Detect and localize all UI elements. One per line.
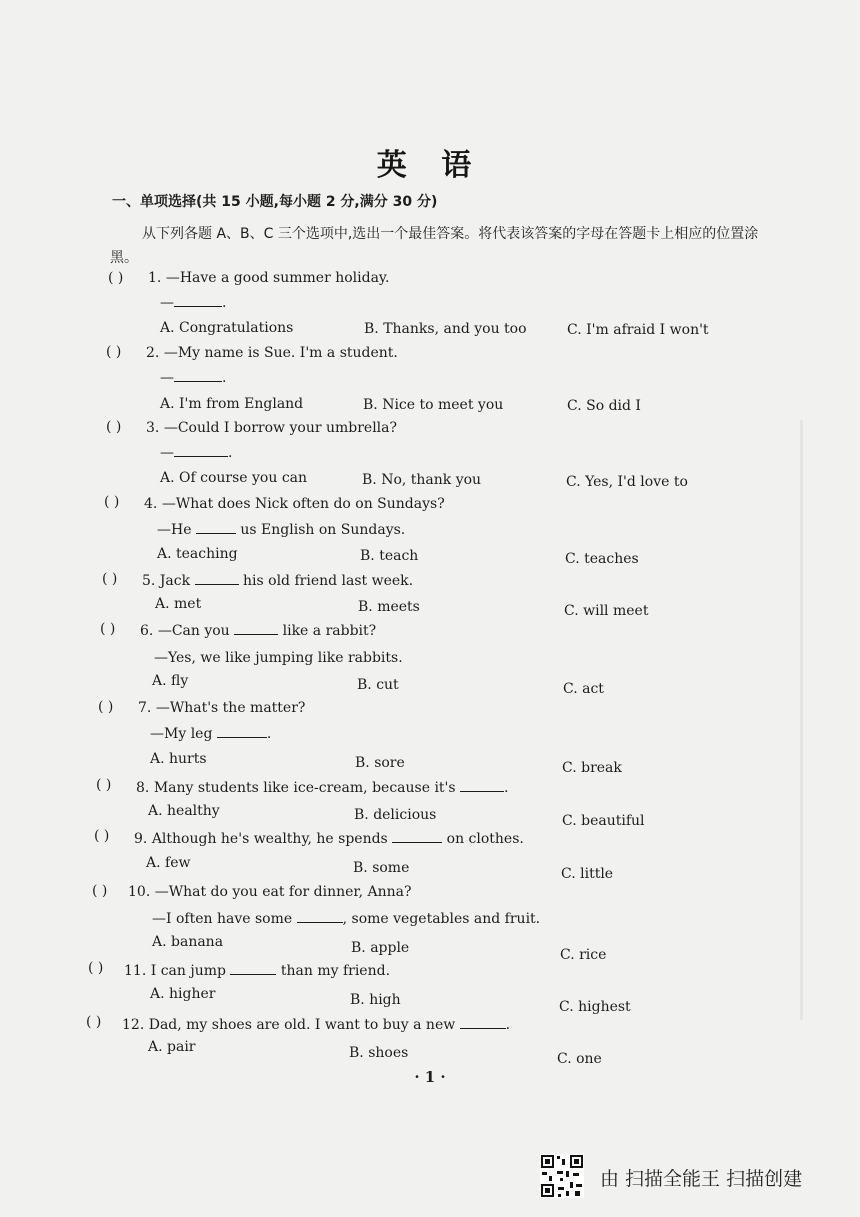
- question-number: 1.: [148, 270, 162, 286]
- option-c: C. break: [562, 760, 622, 776]
- sentence-start: —My leg: [150, 726, 213, 742]
- question-number: 8.: [136, 780, 150, 796]
- question-stem-end: than my friend.: [280, 963, 391, 979]
- answer-blank: [174, 294, 222, 307]
- sentence-end: us English on Sundays.: [240, 522, 406, 538]
- reply-dash: —: [160, 370, 174, 386]
- option-b: B. delicious: [354, 807, 437, 823]
- question-stem-end: on clothes.: [446, 831, 524, 847]
- option-c: C. act: [563, 681, 604, 697]
- option-a: A. pair: [148, 1039, 196, 1055]
- option-b: B. apple: [351, 940, 410, 956]
- question-stem: Although he's wealthy, he spends: [151, 831, 388, 847]
- option-c: C. I'm afraid I won't: [567, 322, 709, 338]
- question-stem: —Can you: [157, 623, 230, 639]
- option-c: C. little: [561, 866, 614, 882]
- answer-blank: [230, 962, 276, 975]
- answer-paren: ( ): [106, 419, 122, 435]
- option-a: A. higher: [150, 986, 216, 1002]
- question-stem: Many students like ice-cream, because it's: [153, 780, 456, 796]
- option-c: C. So did I: [567, 398, 641, 414]
- option-a: A. teaching: [157, 546, 238, 562]
- page-number: · 1 ·: [414, 1068, 446, 1086]
- answer-blank: [174, 444, 228, 457]
- option-b: B. Nice to meet you: [363, 397, 504, 413]
- scan-edge-shadow: [800, 420, 803, 1020]
- question-stem: Jack: [159, 573, 191, 589]
- question-number: 9.: [134, 831, 148, 847]
- option-b: B. cut: [357, 677, 399, 693]
- option-c: C. will meet: [564, 603, 649, 619]
- option-b: B. meets: [358, 599, 420, 615]
- option-a: A. healthy: [148, 803, 220, 819]
- question-number: 4.: [144, 496, 158, 512]
- option-a: A. met: [155, 596, 202, 612]
- question-number: 11.: [124, 963, 147, 979]
- option-b: B. some: [353, 860, 410, 876]
- answer-paren: ( ): [86, 1014, 102, 1030]
- exam-page: 英 语 一、单项选择(共 15 小题,每小题 2 分,满分 30 分) 从下列各题 A、B、C 三个选项中,选出一个最佳答案。将代表该答案的字母在答题卡上相应的位置涂黑。 ( ) 1. —Have a good summer holiday. — . A. Congratulations B. Thanks, and you too C. I'm afraid I won't ( ) 2. —My name is Sue. I'm a student. — . A. I'm from England B. Nice to meet you C. So did I ( ) 3. —Could I borrow your umbrella? — . A. Of course you can B. No, thank you C. Yes, I'd love to ( ) 4. —What does Nick often do on Sundays? —He us English on Sundays. A. teaching B. teach C. teaches ( ) 5. Jack his old friend last week. A. met B. meets C. will meet ( ) 6. —Can you like a rabbit? —Yes, we like jumping like rabbits. A. fly B. cut C. act ( ) 7. —What's the matter? —My leg . A. hurts B. sore C. break ( ) 8. Many students like ice-cream, because it's . A. healthy B. delicious C. beautiful ( ) 9. Although he's wealthy, he spends on clothes. A. few B. some C. little ( ) 10. —What do you eat for dinner, Anna? —I often have some , some vegetables and fruit. A. banana B. apple C. rice ( ) 11. I can jump than my friend. A. higher B. high C. highest ( ) 12. Dad, my shoes are old. I want to buy a new . A. pair B. shoes C. one · 1 · 由 扫描全能王 扫描创建: [0, 0, 860, 1217]
- option-a: A. few: [146, 855, 191, 871]
- question-stem: Dad, my shoes are old. I want to buy a new: [148, 1017, 456, 1033]
- option-a: A. I'm from England: [160, 396, 304, 412]
- answer-paren: ( ): [92, 883, 108, 899]
- answer-paren: ( ): [108, 270, 124, 286]
- answer-blank: [392, 830, 442, 843]
- option-c: C. teaches: [565, 551, 639, 567]
- page-title: 英 语: [376, 148, 484, 183]
- sentence-end: .: [266, 726, 272, 742]
- question-stem: —My name is Sue. I'm a student.: [163, 345, 398, 361]
- answer-blank: [174, 369, 222, 382]
- question-stem: I can jump: [150, 963, 226, 979]
- answer-blank: [196, 521, 236, 534]
- answer-paren: ( ): [104, 494, 120, 510]
- scanner-label: 由 扫描全能王 扫描创建: [600, 1168, 803, 1190]
- option-b: B. teach: [360, 548, 419, 564]
- option-a: A. fly: [152, 673, 189, 689]
- answer-blank: [297, 910, 343, 923]
- answer-paren: ( ): [102, 571, 118, 587]
- answer-blank: [460, 1016, 506, 1029]
- option-b: B. Thanks, and you too: [364, 321, 527, 337]
- option-a: A. Of course you can: [160, 470, 308, 486]
- answer-paren: ( ): [94, 828, 110, 844]
- option-b: B. No, thank you: [362, 472, 482, 488]
- sentence-start: —I often have some: [152, 911, 293, 927]
- question-stem: —Could I borrow your umbrella?: [163, 420, 398, 436]
- answer-paren: ( ): [100, 621, 116, 637]
- answer-blank: [217, 725, 267, 738]
- option-c: C. rice: [560, 947, 607, 963]
- question-number: 12.: [122, 1017, 145, 1033]
- option-c: C. beautiful: [562, 813, 645, 829]
- answer-blank: [460, 779, 504, 792]
- answer-paren: ( ): [106, 344, 122, 360]
- question-stem-end: his old friend last week.: [243, 573, 414, 589]
- sentence-end: , some vegetables and fruit.: [342, 911, 541, 927]
- question-number: 7.: [138, 700, 152, 716]
- option-a: A. Congratulations: [160, 320, 294, 336]
- option-c: C. highest: [559, 999, 631, 1015]
- reply-line: —Yes, we like jumping like rabbits.: [154, 650, 403, 666]
- question-number: 5.: [142, 573, 156, 589]
- question-stem: —What does Nick often do on Sundays?: [161, 496, 445, 512]
- sentence-start: —He: [157, 522, 192, 538]
- question-stem: —Have a good summer holiday.: [165, 270, 390, 286]
- question-number: 10.: [128, 884, 151, 900]
- option-b: B. sore: [355, 755, 405, 771]
- answer-blank: [195, 572, 239, 585]
- reply-dash: —: [160, 445, 174, 461]
- answer-paren: ( ): [96, 777, 112, 793]
- option-a: A. hurts: [150, 751, 207, 767]
- answer-paren: ( ): [88, 960, 104, 976]
- scanner-watermark: [540, 1150, 850, 1200]
- reply-dash: —: [160, 295, 174, 311]
- question-stem-end: like a rabbit?: [282, 623, 377, 639]
- qr-code-icon: [540, 1154, 584, 1198]
- option-c: C. one: [557, 1051, 602, 1067]
- answer-paren: ( ): [98, 699, 114, 715]
- instructions: 从下列各题 A、B、C 三个选项中,选出一个最佳答案。将代表该答案的字母在答题卡上相应的位置涂黑。: [110, 226, 759, 266]
- question-stem-end: .: [504, 780, 509, 796]
- option-b: B. high: [350, 992, 401, 1008]
- answer-blank: [234, 622, 278, 635]
- option-c: C. Yes, I'd love to: [566, 474, 688, 490]
- question-stem-end: .: [505, 1017, 511, 1033]
- option-a: A. banana: [152, 934, 224, 950]
- question-number: 3.: [146, 420, 160, 436]
- question-number: 6.: [140, 623, 154, 639]
- question-number: 2.: [146, 345, 160, 361]
- section-heading: 一、单项选择(共 15 小题,每小题 2 分,满分 30 分): [112, 194, 438, 210]
- question-stem: —What's the matter?: [155, 700, 306, 716]
- option-b: B. shoes: [349, 1045, 409, 1061]
- question-stem: —What do you eat for dinner, Anna?: [154, 884, 412, 900]
